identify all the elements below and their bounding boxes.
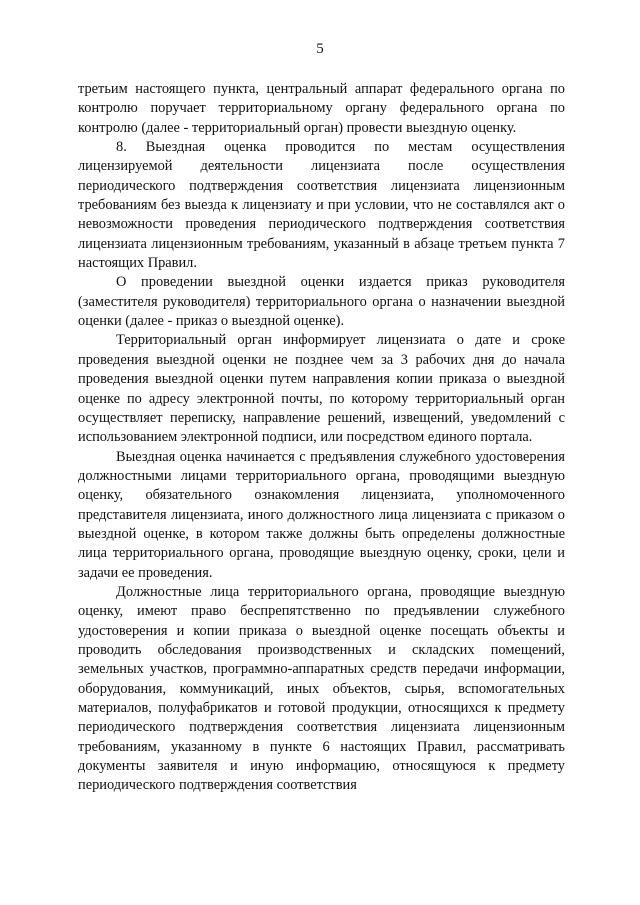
paragraph-order-issue: О проведении выездной оценки издается приказ руководителя (заместителя руководителя) территориального органа о назначении выездной оценки (далее - приказ о выездной оценке). bbox=[78, 274, 565, 330]
paragraph-start-of-assessment: Выездная оценка начинается с предъявления служебного удостоверения должностными лицами территориального органа, проводящими выездную оценку, обязательного ознакомления лицензиата, уполномоченного представителя лицензиата, иного должностного лица лицензиата с приказом о выездной оценке, в котором также должны быть определены должностные лица территориального органа, проводящие выездную оценку, сроки, цели и задачи ее проведения. bbox=[78, 448, 565, 581]
paragraph-item-8: 8. Выездная оценка проводится по местам осуществления лицензируемой деятельности лицензиата после осуществления периодического подтверждения соответствия лицензиата лицензионным требованиям без выезда к лицензиату и при условии, что не составлялся акт о невозможности проведения периодического подтверждения соответствия лицензиата лицензионным требованиям, указанный в абзаце третьем пункта 7 настоящих Правил. bbox=[78, 139, 565, 272]
page-number: 5 bbox=[316, 41, 324, 57]
paragraph-continuation: третьим настоящего пункта, центральный аппарат федерального органа по контролю поручает территориальному органу федерального органа по контролю (далее - территориальный орган) провести выездную оценку. bbox=[78, 81, 565, 136]
paragraph-informing: Территориальный орган информирует лицензиата о дате и сроке проведения выездной оценки не позднее чем за 3 рабочих дня до начала проведения выездной оценки путем направления копии приказа о выездной оценке по адресу электронной почты, по которому территориальный орган осуществляет переписку, направление решений, извещений, уведомлений с использованием электронной подписи, или посредством единого портала. bbox=[78, 332, 565, 446]
document-body bbox=[78, 80, 565, 796]
paragraph-officials-rights: Должностные лица территориального органа, проводящие выездную оценку, имеют право беспрепятственно по предъявлении служебного удостоверения и копии приказа о выездной оценке посещать объекты и проводить обследования производственных и складских помещений, земельных участков, программно-аппаратных средств передачи информации, оборудования, коммуникаций, иных объектов, сырья, вспомогательных материалов, полуфабрикатов и готовой продукции, относящихся к предмету периодического подтверждения соответствия лицензиата лицензионным требованиям, указанному в пункте 6 настоящих Правил, рассматривать документы заявителя и иную информацию, относящуюся к предмету периодического подтверждения соответствия bbox=[78, 583, 565, 794]
